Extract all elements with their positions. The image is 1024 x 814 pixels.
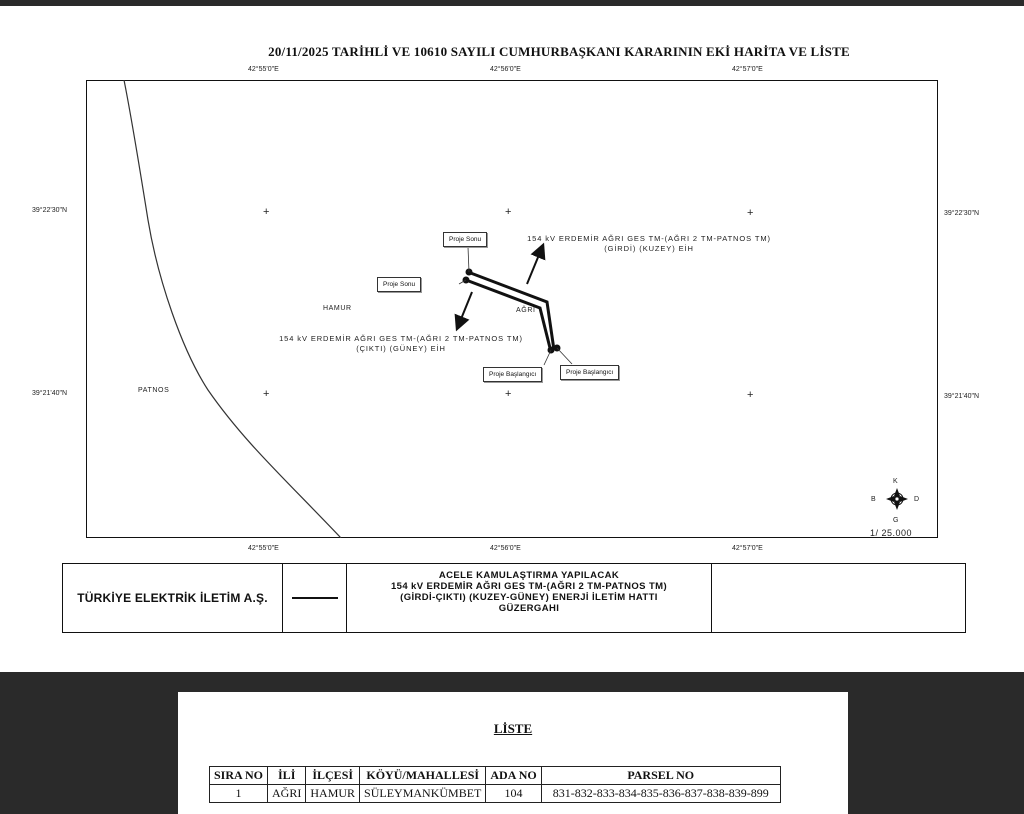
- coord-bottom-2: 42°56'0"E: [490, 545, 521, 552]
- legend-blank-cell: [712, 564, 965, 632]
- cell-ada-no: 104: [486, 785, 541, 803]
- coord-top-1: 42°55'0"E: [248, 66, 279, 73]
- compass-west-label: B: [871, 496, 876, 503]
- header-ilcesi: İLÇESİ: [306, 767, 360, 785]
- document-title: 20/11/2025 TARİHLİ VE 10610 SAYILI CUMHURBAŞKANI KARARININ EKİ HARİTA VE LİSTE: [268, 44, 850, 59]
- coord-left-2: 39°21'40"N: [32, 390, 68, 397]
- coord-bottom-3: 42°57'0"E: [732, 545, 763, 552]
- map-drawing: [86, 80, 938, 538]
- legend-line-symbol: [292, 597, 338, 599]
- cell-koyu-mahallesi: SÜLEYMANKÜMBET: [360, 785, 486, 803]
- legend-description: [347, 564, 712, 632]
- route-label-north-line-1: 154 kV ERDEMİR AĞRI GES TM-(AĞRI 2 TM-PATNOS TM): [527, 234, 771, 243]
- coord-left-1: 39°22'30"N: [32, 207, 68, 214]
- coord-top-2: 42°56'0"E: [490, 66, 521, 73]
- route-label-north-line-2: (GİRDİ) (KUZEY) EİH: [604, 244, 694, 253]
- coord-bottom-1: 42°55'0"E: [248, 545, 279, 552]
- leader-end-north: [468, 247, 469, 272]
- graticule-cross: +: [747, 207, 754, 219]
- cell-ili: AĞRI: [268, 785, 306, 803]
- map-scale: 1/ 25.000: [870, 528, 913, 538]
- header-parsel-no: PARSEL NO: [541, 767, 780, 785]
- route-label-south: [256, 334, 546, 354]
- list-panel: [178, 692, 848, 814]
- place-patnos: PATNOS: [138, 387, 170, 394]
- callout-project-end-north: Proje Sonu: [443, 232, 487, 247]
- legend-organization: TÜRKİYE ELEKTRİK İLETİM A.Ş.: [63, 564, 283, 632]
- cell-sira-no: 1: [210, 785, 268, 803]
- legend-description-line-1: ACELE KAMULAŞTIRMA YAPILACAK: [438, 570, 620, 581]
- leader-start-right: [557, 348, 572, 364]
- graticule-cross: +: [747, 389, 754, 401]
- compass-east-label: D: [914, 496, 920, 503]
- cell-ilcesi: HAMUR: [306, 785, 360, 803]
- legend-description-line-4: GÜZERGAHI: [498, 603, 560, 614]
- callout-project-end-south: Proje Sonu: [377, 277, 421, 292]
- route-label-south-line-1: 154 kV ERDEMİR AĞRI GES TM-(AĞRI 2 TM-PATNOS TM): [279, 334, 523, 343]
- header-sira-no: SIRA NO: [210, 767, 268, 785]
- coord-top-3: 42°57'0"E: [732, 66, 763, 73]
- list-title: LİSTE: [493, 721, 533, 736]
- parcel-table: [209, 766, 781, 803]
- callout-project-start-left: Proje Başlangıcı: [483, 367, 542, 382]
- arrow-south: [459, 292, 472, 324]
- legend-description-line-3: (GİRDİ-ÇIKTI) (KUZEY-GÜNEY) ENERJİ İLETİM HATTI: [400, 592, 658, 603]
- header-ili: İLİ: [268, 767, 306, 785]
- compass-north-label: K: [893, 478, 898, 485]
- table-row: [210, 785, 781, 803]
- header-ada-no: ADA NO: [486, 767, 541, 785]
- district-boundary: [124, 80, 341, 538]
- graticule-cross: +: [505, 206, 512, 218]
- compass-rose-icon: [886, 488, 908, 510]
- graticule-cross: +: [263, 388, 270, 400]
- route-label-south-line-2: (ÇIKTI) (GÜNEY) EİH: [356, 344, 446, 353]
- place-hamur: HAMUR: [323, 305, 352, 312]
- coord-right-2: 39°21'40"N: [944, 393, 980, 400]
- legend-symbol: [283, 564, 347, 632]
- route-label-north: [504, 234, 794, 254]
- table-header-row: [210, 767, 781, 785]
- legend-description-line-2: 154 kV ERDEMİR AĞRI GES TM-(AĞRI 2 TM-PATNOS TM): [390, 581, 668, 592]
- callout-project-start-right: Proje Başlangıcı: [560, 365, 619, 380]
- place-agri: AĞRI: [516, 307, 536, 314]
- compass-south-label: G: [893, 517, 899, 524]
- map-legend: [62, 563, 966, 633]
- graticule-cross: +: [505, 388, 512, 400]
- graticule-cross: +: [263, 206, 270, 218]
- header-koyu-mahallesi: KÖYÜ/MAHALLESİ: [360, 767, 486, 785]
- coord-right-1: 39°22'30"N: [944, 210, 980, 217]
- arrow-north: [527, 250, 541, 284]
- cell-parsel-no: 831-832-833-834-835-836-837-838-839-899: [541, 785, 780, 803]
